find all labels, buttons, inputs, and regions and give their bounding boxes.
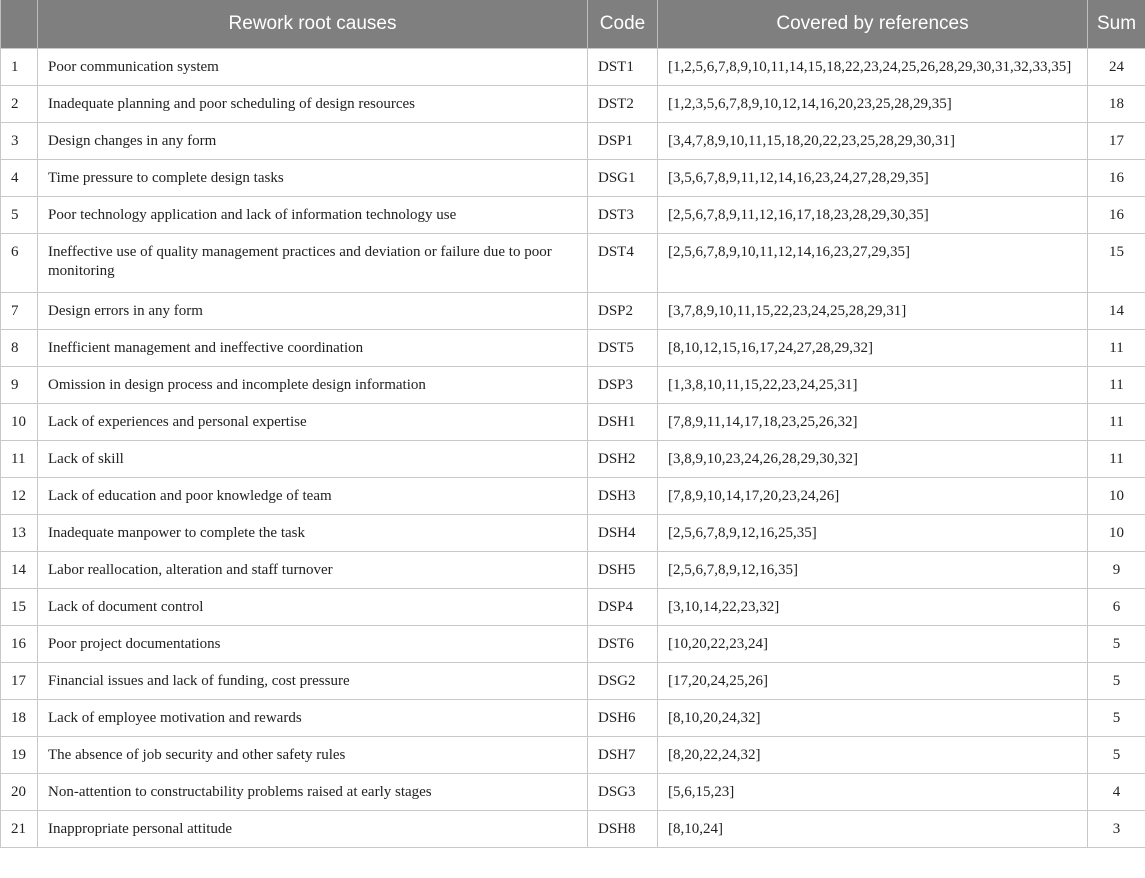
header-cause: Rework root causes (38, 0, 588, 49)
header-code: Code (588, 0, 658, 49)
row-sum: 11 (1088, 367, 1145, 404)
row-cause: The absence of job security and other safety rules (38, 737, 588, 774)
row-code: DST3 (588, 197, 658, 234)
row-index: 11 (1, 441, 38, 478)
row-refs: [3,5,6,7,8,9,11,12,14,16,23,24,27,28,29,35] (658, 160, 1088, 197)
row-refs: [7,8,9,10,14,17,20,23,24,26] (658, 478, 1088, 515)
row-sum: 18 (1088, 86, 1145, 123)
row-code: DSG3 (588, 774, 658, 811)
row-code: DSG1 (588, 160, 658, 197)
row-cause: Lack of employee motivation and rewards (38, 700, 588, 737)
row-refs: [2,5,6,7,8,9,11,12,16,17,18,23,28,29,30,35] (658, 197, 1088, 234)
row-cause: Design changes in any form (38, 123, 588, 160)
row-code: DST2 (588, 86, 658, 123)
row-sum: 15 (1088, 234, 1145, 293)
row-index: 13 (1, 515, 38, 552)
row-code: DSP3 (588, 367, 658, 404)
row-index: 4 (1, 160, 38, 197)
row-cause: Non-attention to constructability problems raised at early stages (38, 774, 588, 811)
row-sum: 9 (1088, 552, 1145, 589)
table-row (1, 293, 1145, 330)
header-refs: Covered by references (658, 0, 1088, 49)
row-cause: Inappropriate personal attitude (38, 811, 588, 848)
row-refs: [1,3,8,10,11,15,22,23,24,25,31] (658, 367, 1088, 404)
row-index: 12 (1, 478, 38, 515)
row-cause: Time pressure to complete design tasks (38, 160, 588, 197)
row-code: DSH1 (588, 404, 658, 441)
row-code: DST1 (588, 49, 658, 86)
row-code: DSG2 (588, 663, 658, 700)
row-sum: 5 (1088, 700, 1145, 737)
row-code: DST5 (588, 330, 658, 367)
row-code: DSP4 (588, 589, 658, 626)
table-row (1, 811, 1145, 848)
row-index: 16 (1, 626, 38, 663)
row-cause: Design errors in any form (38, 293, 588, 330)
table-row (1, 626, 1145, 663)
row-refs: [2,5,6,7,8,9,12,16,35] (658, 552, 1088, 589)
row-code: DST4 (588, 234, 658, 293)
row-index: 10 (1, 404, 38, 441)
row-code: DSH4 (588, 515, 658, 552)
row-cause: Ineffective use of quality management practices and deviation or failure due to poor monitoring (38, 234, 588, 293)
row-sum: 16 (1088, 197, 1145, 234)
table-header-row (1, 0, 1145, 49)
row-cause: Omission in design process and incomplete design information (38, 367, 588, 404)
row-refs: [1,2,5,6,7,8,9,10,11,14,15,18,22,23,24,25,26,28,29,30,31,32,33,35] (658, 49, 1088, 86)
row-refs: [3,10,14,22,23,32] (658, 589, 1088, 626)
row-index: 5 (1, 197, 38, 234)
row-cause: Poor technology application and lack of information technology use (38, 197, 588, 234)
table-row (1, 160, 1145, 197)
table-row (1, 478, 1145, 515)
row-refs: [7,8,9,11,14,17,18,23,25,26,32] (658, 404, 1088, 441)
row-sum: 4 (1088, 774, 1145, 811)
row-sum: 24 (1088, 49, 1145, 86)
row-refs: [3,7,8,9,10,11,15,22,23,24,25,28,29,31] (658, 293, 1088, 330)
row-code: DSP2 (588, 293, 658, 330)
row-sum: 11 (1088, 404, 1145, 441)
table-row (1, 330, 1145, 367)
table-row (1, 367, 1145, 404)
table-row (1, 86, 1145, 123)
row-index: 1 (1, 49, 38, 86)
row-sum: 5 (1088, 737, 1145, 774)
row-code: DSH7 (588, 737, 658, 774)
row-code: DSH5 (588, 552, 658, 589)
row-sum: 17 (1088, 123, 1145, 160)
header-sum: Sum (1088, 0, 1145, 49)
row-code: DSH2 (588, 441, 658, 478)
row-cause: Labor reallocation, alteration and staff turnover (38, 552, 588, 589)
row-sum: 11 (1088, 330, 1145, 367)
table-row (1, 515, 1145, 552)
table-row (1, 700, 1145, 737)
table-row (1, 589, 1145, 626)
row-index: 19 (1, 737, 38, 774)
row-sum: 6 (1088, 589, 1145, 626)
row-index: 7 (1, 293, 38, 330)
row-refs: [3,4,7,8,9,10,11,15,18,20,22,23,25,28,29,30,31] (658, 123, 1088, 160)
row-sum: 5 (1088, 626, 1145, 663)
table-body (1, 49, 1145, 848)
row-code: DST6 (588, 626, 658, 663)
row-index: 14 (1, 552, 38, 589)
row-refs: [2,5,6,7,8,9,12,16,25,35] (658, 515, 1088, 552)
row-sum: 16 (1088, 160, 1145, 197)
table-row (1, 552, 1145, 589)
row-cause: Financial issues and lack of funding, cost pressure (38, 663, 588, 700)
row-sum: 14 (1088, 293, 1145, 330)
table-row (1, 663, 1145, 700)
header-index (1, 0, 38, 49)
row-refs: [5,6,15,23] (658, 774, 1088, 811)
row-index: 2 (1, 86, 38, 123)
row-index: 8 (1, 330, 38, 367)
row-refs: [8,20,22,24,32] (658, 737, 1088, 774)
row-code: DSH3 (588, 478, 658, 515)
row-cause: Lack of skill (38, 441, 588, 478)
row-code: DSH6 (588, 700, 658, 737)
row-refs: [3,8,9,10,23,24,26,28,29,30,32] (658, 441, 1088, 478)
table-row (1, 197, 1145, 234)
row-sum: 11 (1088, 441, 1145, 478)
row-refs: [10,20,22,23,24] (658, 626, 1088, 663)
row-cause: Lack of experiences and personal expertise (38, 404, 588, 441)
row-index: 21 (1, 811, 38, 848)
row-sum: 5 (1088, 663, 1145, 700)
row-cause: Inadequate manpower to complete the task (38, 515, 588, 552)
row-refs: [2,5,6,7,8,9,10,11,12,14,16,23,27,29,35] (658, 234, 1088, 293)
row-cause: Inadequate planning and poor scheduling of design resources (38, 86, 588, 123)
row-index: 9 (1, 367, 38, 404)
row-refs: [17,20,24,25,26] (658, 663, 1088, 700)
table-row (1, 123, 1145, 160)
row-index: 15 (1, 589, 38, 626)
row-cause: Lack of education and poor knowledge of team (38, 478, 588, 515)
table-row (1, 404, 1145, 441)
row-index: 6 (1, 234, 38, 293)
table-row (1, 737, 1145, 774)
table-row (1, 774, 1145, 811)
row-code: DSH8 (588, 811, 658, 848)
row-cause: Poor project documentations (38, 626, 588, 663)
row-refs: [1,2,3,5,6,7,8,9,10,12,14,16,20,23,25,28,29,35] (658, 86, 1088, 123)
row-refs: [8,10,12,15,16,17,24,27,28,29,32] (658, 330, 1088, 367)
row-sum: 3 (1088, 811, 1145, 848)
row-index: 17 (1, 663, 38, 700)
row-refs: [8,10,24] (658, 811, 1088, 848)
row-code: DSP1 (588, 123, 658, 160)
row-sum: 10 (1088, 478, 1145, 515)
row-cause: Inefficient management and ineffective coordination (38, 330, 588, 367)
row-index: 3 (1, 123, 38, 160)
row-index: 20 (1, 774, 38, 811)
row-index: 18 (1, 700, 38, 737)
row-cause: Poor communication system (38, 49, 588, 86)
row-sum: 10 (1088, 515, 1145, 552)
table-row (1, 49, 1145, 86)
row-cause: Lack of document control (38, 589, 588, 626)
table-row (1, 441, 1145, 478)
table-row (1, 234, 1145, 293)
row-refs: [8,10,20,24,32] (658, 700, 1088, 737)
